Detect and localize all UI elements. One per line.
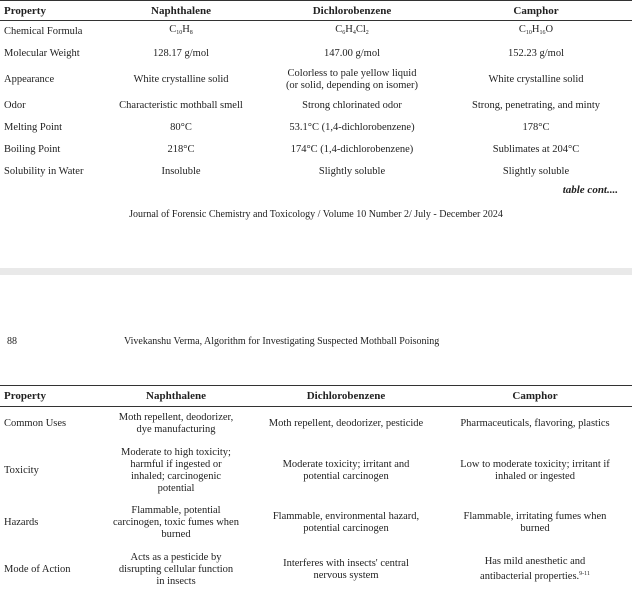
header-naphthalene: Naphthalene [151, 4, 211, 17]
table-row [0, 117, 632, 139]
table-cell: Sublimates at 204°C [492, 143, 580, 155]
table-cell: 152.23 g/mol [507, 47, 564, 59]
table-row [0, 65, 632, 95]
row-property-label: Boiling Point [4, 143, 61, 155]
table-cell: 174°C (1,4-dichlorobenzene) [290, 143, 414, 155]
row-property-label: Toxicity [4, 464, 39, 476]
table-cell: Flammable, potential carcinogen, toxic fumes when burned [113, 504, 239, 540]
row-property-label: Odor [4, 99, 26, 111]
table-cell: Low to moderate toxicity; irritant if inhaled or ingested [460, 458, 610, 482]
header-naphthalene: Naphthalene [146, 390, 206, 402]
table-cell: White crystalline solid [488, 73, 584, 85]
table-row [0, 442, 632, 500]
formula-cell: $C_{10}H_8$ [169, 24, 193, 37]
table-cell: Strong chlorinated odor [302, 99, 402, 111]
header-property: Property [4, 4, 46, 17]
header-camphor: Camphor [513, 4, 559, 17]
page-bottom [0, 275, 632, 601]
row-property-label: Melting Point [4, 121, 63, 133]
table-continued-note: table cont.... [562, 184, 618, 196]
properties-table-part2 [0, 385, 632, 594]
table-cell: Colorless to pale yellow liquid (or solid, depending on isomer) [285, 67, 419, 91]
table-cell: 53.1°C (1,4-dichlorobenzene) [289, 121, 415, 133]
page-top [0, 0, 632, 268]
table-cell: Moth repellent, deodorizer, dye manufacturing [118, 412, 234, 436]
formula-cell: $C_{10}H_{16}O$ [518, 24, 554, 37]
header-dichlorobenzene: Dichlorobenzene [312, 4, 392, 17]
table-cell: 128.17 g/mol [152, 47, 209, 59]
table-cell: 218°C [167, 143, 195, 155]
table-header-row [0, 386, 632, 407]
properties-table-part1 [0, 0, 632, 183]
table-cell: Slightly soluble [318, 165, 386, 177]
table-cell: 80°C [170, 121, 192, 133]
row-property-label: Mode of Action [4, 563, 71, 575]
table-row [0, 21, 632, 43]
table-cell: Flammable, irritating fumes when burned [463, 510, 607, 534]
table-cell: Moderate to high toxicity; harmful if ingested or inhaled; carcinogenic potential [121, 446, 231, 494]
table-cell: Moderate toxicity; irritant and potential carcinogen [282, 458, 410, 482]
row-property-label: Chemical Formula [4, 25, 83, 37]
table-cell: Slightly soluble [502, 165, 570, 177]
table-cell: 178°C [522, 121, 550, 133]
table-cell: Characteristic mothball smell [119, 99, 243, 111]
row-property-label: Solubility in Water [4, 165, 84, 177]
table-cell: Strong, penetrating, and minty [471, 99, 601, 111]
row-property-label: Molecular Weight [4, 47, 80, 59]
table-row [0, 407, 632, 442]
row-property-label: Common Uses [4, 418, 67, 430]
table-cell: White crystalline solid [133, 73, 229, 85]
table-header-row [0, 1, 632, 21]
header-dichlorobenzene: Dichlorobenzene [306, 390, 386, 402]
table-row [0, 500, 632, 546]
table-cell: Acts as a pesticide by disrupting cellular function in insects [118, 551, 234, 587]
table-cell: Insoluble [161, 165, 201, 177]
page-number: 88 [7, 336, 17, 347]
table-cell: Pharmaceuticals, flavoring, plastics [460, 418, 610, 430]
header-camphor: Camphor [512, 390, 558, 402]
table-cell: Interferes with insects' central nervous system [283, 557, 409, 581]
table-row [0, 546, 632, 594]
header-property: Property [4, 390, 46, 402]
running-head: Vivekanshu Verma, Algorithm for Investigating Suspected Mothball Poisoning [124, 336, 440, 347]
row-property-label: Appearance [4, 73, 55, 85]
table-row [0, 161, 632, 183]
journal-footer: Journal of Forensic Chemistry and Toxicology / Volume 10 Number 2/ July - December 2024 [129, 209, 503, 220]
table-row [0, 43, 632, 65]
table-cell: Flammable, environmental hazard, potential carcinogen [272, 510, 420, 534]
table-cell: Moth repellent, deodorizer, pesticide [268, 418, 424, 430]
citation-ref: 9-11 [579, 571, 590, 577]
table-cell: Has mild anesthetic and antibacterial properties.$^{9-11}$ [480, 556, 590, 582]
table-cell: 147.00 g/mol [323, 47, 380, 59]
formula-cell: $C_6H_4Cl_2$ [335, 24, 369, 37]
row-property-label: Hazards [4, 516, 39, 528]
table-row [0, 95, 632, 117]
table-row [0, 139, 632, 161]
